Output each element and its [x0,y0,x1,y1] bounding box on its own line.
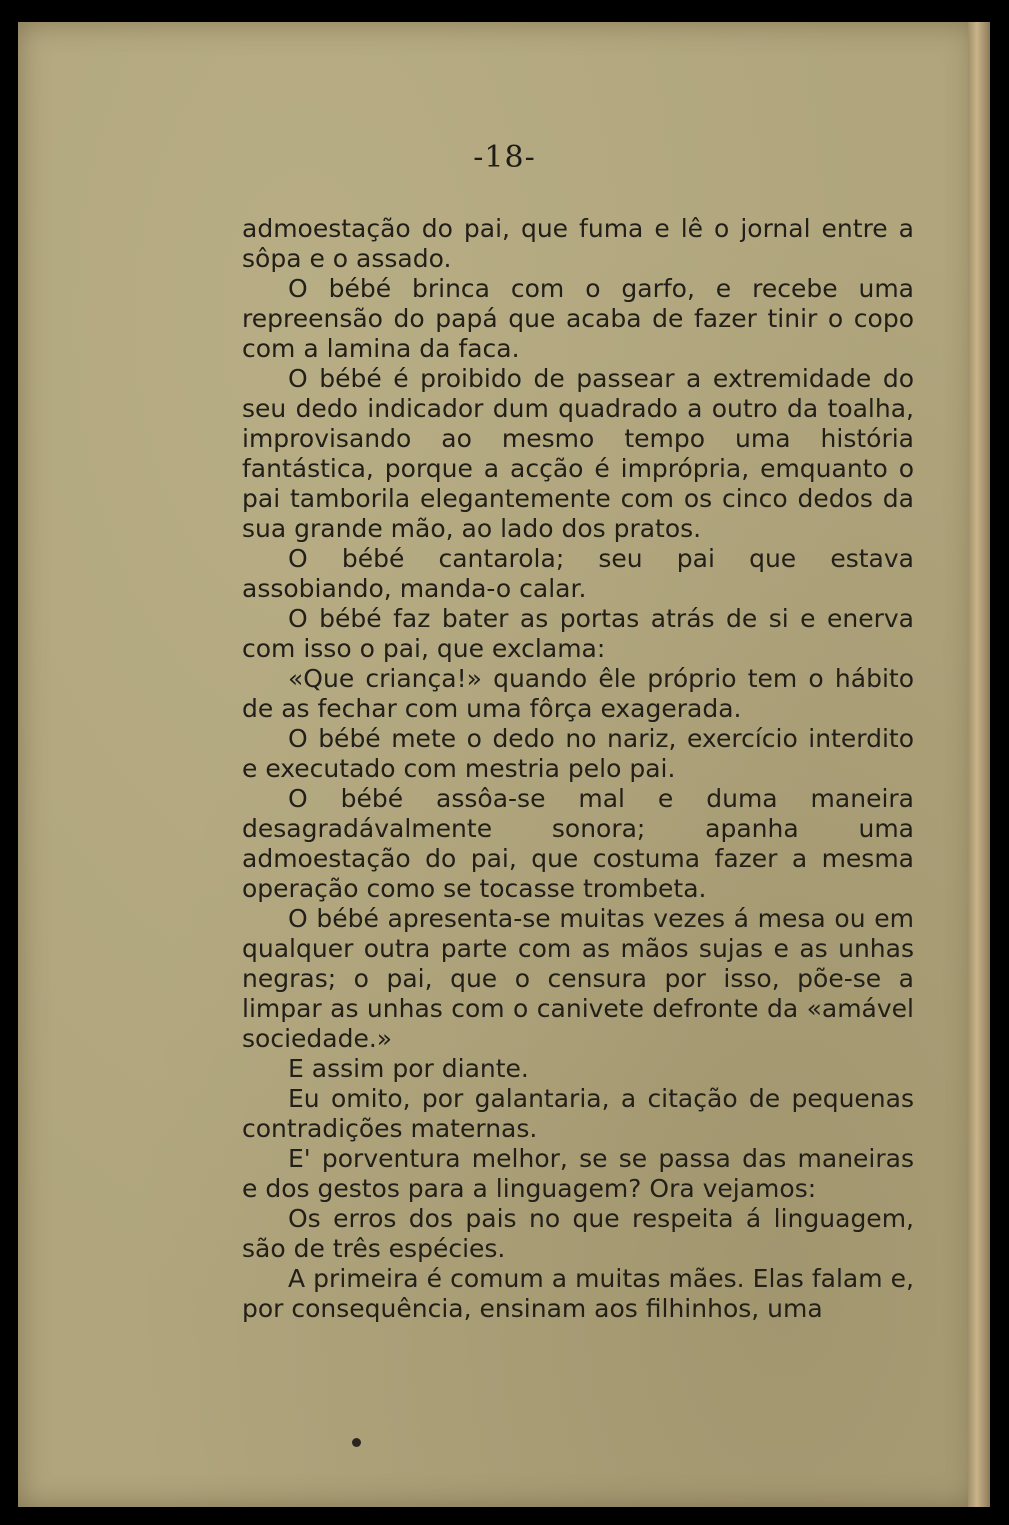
paragraph: O bébé assôa-se mal e duma maneira desagradávalmente sonora; apanha uma admoestação do pai, que costuma fazer a mesma operação como se tocasse trombeta. [242,784,914,903]
body-text [242,214,914,1324]
paragraph: A primeira é comum a muitas mães. Elas falam e, por consequência, ensinam aos filhinhos, uma [242,1264,914,1323]
paragraph: E assim por diante. [288,1054,529,1083]
paragraph: O bébé brinca com o garfo, e recebe uma repreensão do papá que acaba de fazer tinir o copo com a lamina da faca. [242,274,914,363]
paragraph: O bébé é proibido de passear a extremidade do seu dedo indicador dum quadrado a outro da toalha, improvisando ao mesmo tempo uma história fantástica, porque a acção é imprópria, emquanto o pai tamborila elegantemente com os cinco dedos da sua grande mão, ao lado dos pratos. [242,364,914,543]
paragraph: Eu omito, por galantaria, a citação de pequenas contradições maternas. [242,1084,914,1143]
paragraph: O bébé mete o dedo no nariz, exercício interdito e executado com mestria pelo pai. [242,724,914,783]
paragraph: O bébé apresenta-se muitas vezes á mesa ou em qualquer outra parte com as mãos sujas e as unhas negras; o pai, que o censura por isso, põe-se a limpar as unhas com o canivete defronte da «amável sociedade.» [242,904,914,1053]
paragraph: «Que criança!» quando êle próprio tem o hábito de as fechar com uma fôrça exagerada. [242,664,914,723]
page-number: -18- [473,140,536,175]
paragraph: O bébé faz bater as portas atrás de si e enerva com isso o pai, que exclama: [242,604,914,663]
paragraph: O bébé cantarola; seu pai que estava assobiando, manda-o calar. [242,544,914,603]
paragraph: E' porventura melhor, se se passa das maneiras e dos gestos para a linguagem? Ora vejamos: [242,1144,914,1203]
book-spine-edge [968,22,990,1507]
paragraph: Os erros dos pais no que respeita á linguagem, são de três espécies. [242,1204,914,1263]
ink-dot [352,1438,361,1447]
paragraph: admoestação do pai, que fuma e lê o jornal entre a sôpa e o assado. [242,214,914,273]
